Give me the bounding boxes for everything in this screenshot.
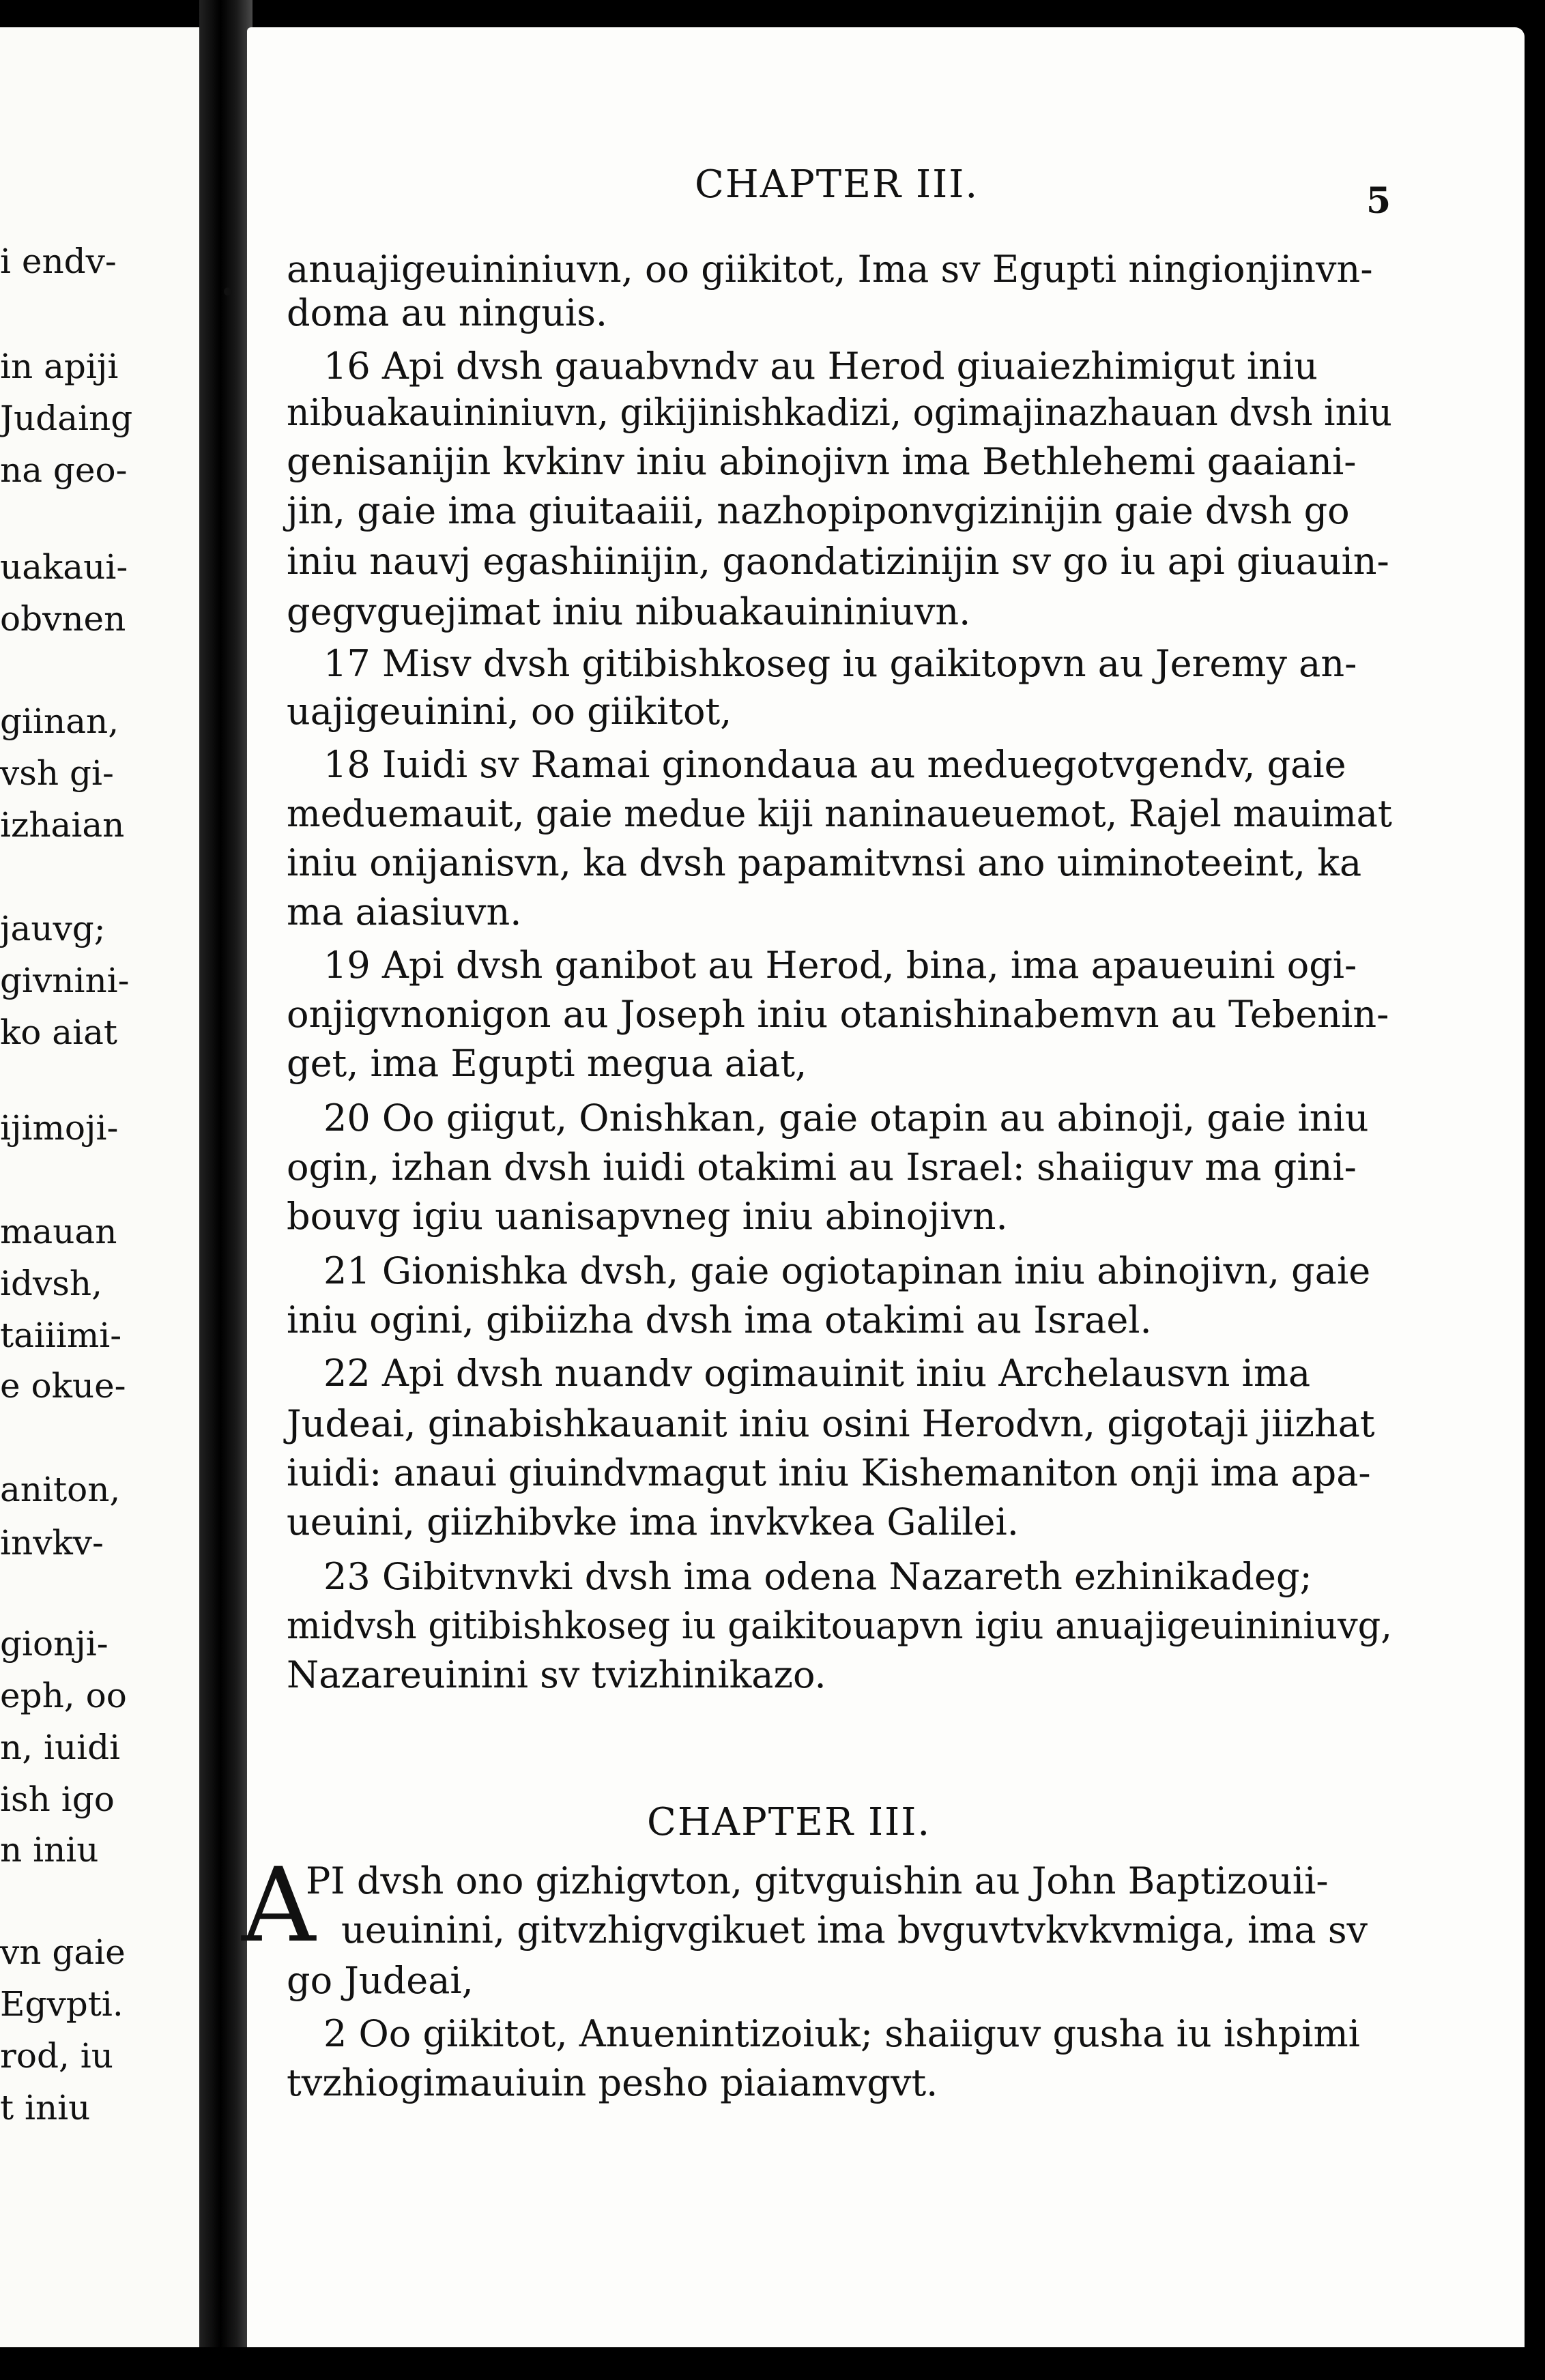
- verse-line: 23 Gibitvnvki dvsh ima odena Nazareth ezhinikadeg;: [323, 1555, 1312, 1598]
- verse-line: 22 Api dvsh nuandv ogimauinit iniu Archelausvn ima: [323, 1352, 1311, 1395]
- verse-line: nibuakauininiuvn, gikijinishkadizi, ogimajinazhauan dvsh iniu: [287, 391, 1392, 434]
- verse-line: go Judeai,: [287, 1959, 474, 2002]
- left-page-line: Judaing: [0, 398, 133, 438]
- left-page-line: n, iuidi: [0, 1728, 121, 1767]
- left-page-line: na geo-: [0, 450, 128, 490]
- verse-line: 17 Misv dvsh gitibishkoseg iu gaikitopvn au Jeremy an-: [323, 642, 1357, 685]
- left-page-line: taiiimi-: [0, 1316, 122, 1355]
- left-page-line: mauan: [0, 1212, 117, 1251]
- left-page-line: eph, oo: [0, 1676, 127, 1715]
- verse-line: tvzhiogimauiuin pesho piaiamvgvt.: [287, 2061, 938, 2104]
- verse-line: ma aiasiuvn.: [287, 890, 522, 933]
- facing-page-fragment: [0, 27, 199, 2347]
- verse-line: iniu ogini, gibiizha dvsh ima otakimi au Israel.: [287, 1298, 1152, 1341]
- left-page-line: ijimoji-: [0, 1108, 119, 1148]
- verse-line: 16 Api dvsh gauabvndv au Herod giuaiezhimigut iniu: [323, 345, 1318, 388]
- verse-line: uajigeuinini, oo giikitot,: [287, 690, 732, 733]
- verse-line: ogin, izhan dvsh iuidi otakimi au Israel: shaiiguv ma gini-: [287, 1146, 1357, 1189]
- left-page-line: aniton,: [0, 1470, 121, 1509]
- verse-line: 19 Api dvsh ganibot au Herod, bina, ima apaueuini ogi-: [323, 944, 1357, 987]
- verse-line: iuidi: anaui giuindvmagut iniu Kishemaniton onji ima apa-: [287, 1451, 1371, 1494]
- verse-line: ueuinini, gitvzhigvgikuet ima bvguvtvkvkvmiga, ima sv: [341, 1909, 1368, 1951]
- verse-line: anuajigeuininiuvn, oo giikitot, Ima sv Egupti ningionjinvn-: [287, 248, 1373, 291]
- margin-mark: •: [220, 277, 236, 308]
- left-page-line: e okue-: [0, 1366, 126, 1406]
- page-number: 5: [1366, 180, 1391, 222]
- verse-line: 20 Oo giigut, Onishkan, gaie otapin au abinoji, gaie iniu: [323, 1097, 1369, 1140]
- verse-line: PI dvsh ono gizhigvton, gitvguishin au John Baptizouii-: [306, 1859, 1329, 1902]
- left-page-line: Egvpti.: [0, 1984, 124, 2024]
- verse-line: meduemauit, gaie medue kiji naninaueuemot, Rajel mauimat: [287, 792, 1392, 835]
- verse-line: jin, gaie ima giuitaaiii, nazhopiponvgizinijin gaie dvsh go: [287, 489, 1350, 532]
- left-page-line: uakaui-: [0, 547, 128, 587]
- left-page-line: giinan,: [0, 701, 119, 741]
- verse-line: iniu onijanisvn, ka dvsh papamitvnsi ano uiminoteeint, ka: [287, 841, 1362, 884]
- left-page-line: t iniu: [0, 2088, 91, 2128]
- left-page-line: ish igo: [0, 1780, 115, 1819]
- left-page-line: izhaian: [0, 805, 125, 845]
- drop-cap: A: [242, 1846, 316, 1965]
- left-page-line: invkv-: [0, 1523, 104, 1563]
- verse-line: Nazareuinini sv tvizhinikazo.: [287, 1653, 826, 1696]
- left-page-line: gionji-: [0, 1624, 109, 1664]
- left-page-line: givnini-: [0, 961, 130, 1000]
- verse-line: ueuini, giizhibvke ima invkvkea Galilei.: [287, 1500, 1019, 1543]
- running-head: CHAPTER III.: [695, 162, 979, 207]
- scan-border-right: [1525, 0, 1545, 2380]
- verse-line: doma au ninguis.: [287, 291, 608, 334]
- verse-line: 21 Gionishka dvsh, gaie ogiotapinan iniu abinojivn, gaie: [323, 1249, 1371, 1292]
- left-page-line: ko aiat: [0, 1013, 117, 1052]
- left-page-line: obvnen: [0, 599, 126, 639]
- book-gutter: [199, 0, 252, 2380]
- left-page-line: n iniu: [0, 1830, 99, 1870]
- chapter-heading: CHAPTER III.: [647, 1800, 932, 1844]
- verse-line: get, ima Egupti megua aiat,: [287, 1042, 807, 1085]
- left-page-line: vsh gi-: [0, 753, 114, 793]
- verse-line: Judeai, ginabishkauanit iniu osini Herodvn, gigotaji jiizhat: [287, 1402, 1375, 1445]
- scan-border-bottom: [0, 2347, 1545, 2380]
- verse-line: midvsh gitibishkoseg iu gaikitouapvn igiu anuajigeuininiuvg,: [287, 1604, 1393, 1647]
- verse-line: gegvguejimat iniu nibuakauininiuvn.: [287, 590, 971, 633]
- left-page-line: jauvg;: [0, 909, 106, 948]
- left-page-line: in apiji: [0, 347, 119, 386]
- verse-line: 2 Oo giikitot, Anuenintizoiuk; shaiiguv gusha iu ishpimi: [323, 2012, 1360, 2055]
- left-page-line: rod, iu: [0, 2036, 113, 2076]
- left-page-line: idvsh,: [0, 1264, 102, 1303]
- verse-line: 18 Iuidi sv Ramai ginondaua au meduegotvgendv, gaie: [323, 743, 1346, 786]
- left-page-line: vn gaie: [0, 1932, 126, 1972]
- verse-line: onjigvnonigon au Joseph iniu otanishinabemvn au Tebenin-: [287, 993, 1389, 1036]
- verse-line: bouvg igiu uanisapvneg iniu abinojivn.: [287, 1195, 1008, 1238]
- left-page-line: i endv-: [0, 242, 117, 281]
- verse-line: iniu nauvj egashiinijin, gaondatizinijin sv go iu api giuauin-: [287, 540, 1389, 583]
- verse-line: genisanijin kvkinv iniu abinojivn ima Bethlehemi gaaiani-: [287, 440, 1357, 483]
